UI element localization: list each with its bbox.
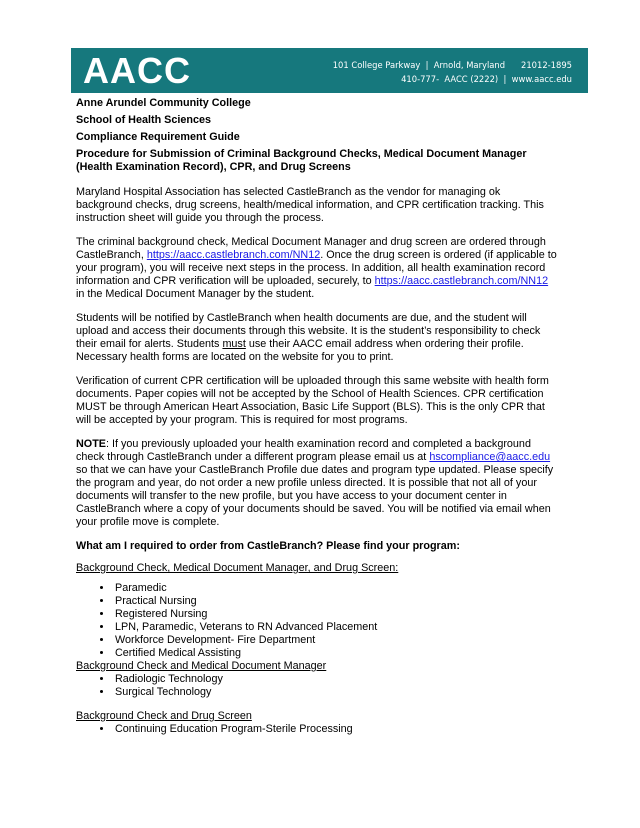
intro-paragraph: Maryland Hospital Association has selected CastleBranch as the vendor for managing ok background checks, drug screens, health/medical information, and CPR certification tracking. This instruction sheet will guide you through the process. [76,186,544,224]
address-line-2: 410-777- AACC (2222) | www.aacc.edu [401,74,572,84]
list-item: • Certified Medical Assisting [113,647,558,660]
list-item: • Continuing Education Program-Sterile Processing [113,723,558,736]
program-question: What am I required to order from CastleBranch? Please find your program: [76,540,460,552]
aacc-logo: AACC [83,50,191,91]
school-name: School of Health Sciences [76,114,211,126]
list-item: • Surgical Technology [113,686,558,699]
note-label: NOTE [76,438,106,450]
section-heading-3: Background Check and Drug Screen [76,710,252,722]
must-emphasis: must [222,338,246,350]
section-heading-2: Background Check and Medical Document Manager [76,660,327,672]
list-item: • Paramedic [113,582,558,595]
list-item: • Radiologic Technology [113,673,558,686]
header-banner [71,48,588,93]
ordering-paragraph [76,236,558,301]
ordering-text-3: in the Medical Document Manager by the student. [76,288,315,300]
note-text-2: so that we can have your CastleBranch Profile due dates and program type updated. Please specify the program and year, do not order a new profile unless directed. It is possible that not all of your documents will transfer to the new profile, but you have access to your document center in CastleBranch where a copy of your documents should be saved. You will be notified via email when your profile move is complete. [76,464,554,528]
program-list-3 [76,723,558,736]
document-body [76,97,558,745]
list-item: • Practical Nursing [113,595,558,608]
castlebranch-link-2[interactable]: https://aacc.castlebranch.com/NN12 [374,275,549,287]
program-list-1 [76,582,558,660]
ordering-text-1: The criminal background check, Medical Document Manager and drug screen are ordered through CastleBranch, [76,236,546,261]
list-item: • Workforce Development- Fire Department [113,634,558,647]
header-address [333,58,572,86]
section-heading-1: Background Check, Medical Document Manager, and Drug Screen: [76,562,399,574]
note-text-1: : If you previously uploaded your health examination record and completed a background check through CastleBranch under a different program please email us at [76,438,531,463]
notification-paragraph [76,312,558,364]
procedure-title: Procedure for Submission of Criminal Background Checks, Medical Document Manager (Health Examination Record), CPR, and Drug Screens [76,148,527,173]
college-name: Anne Arundel Community College [76,97,251,109]
castlebranch-link-1[interactable]: https://aacc.castlebranch.com/NN12 [146,249,321,261]
guide-title: Compliance Requirement Guide [76,131,240,143]
list-item: • LPN, Paramedic, Veterans to RN Advanced Placement [113,621,558,634]
notification-text-2: use their AACC email address when ordering their profile. Necessary health forms are located on the website for you to print. [76,338,524,363]
notification-text-1: Students will be notified by CastleBranch when health documents are due, and the student will upload and access their documents through this website. It is the student’s responsibility to check their email for alerts. Students [76,312,541,350]
address-line-1: 101 College Parkway | Arnold, Maryland 21012-1895 [332,60,572,70]
compliance-email-link[interactable]: hscompliance@aacc.edu [429,451,551,463]
program-list-2 [76,673,558,699]
list-item: • Registered Nursing [113,608,558,621]
cpr-paragraph: Verification of current CPR certification will be uploaded through this same website with health form documents. Paper copies will not be accepted by the School of Health Sciences. CPR certification MUST be through American Heart Association, Basic Life Support (BLS). This is the only CPR that will be accepted by your program. This is required for most programs. [76,375,549,426]
ordering-text-2: . Once the drug screen is ordered (if applicable to your program), you will receive next steps in the process. In addition, all health examination record information and CPR verification will be uploaded, securely, to [76,249,557,287]
note-paragraph [76,438,558,529]
